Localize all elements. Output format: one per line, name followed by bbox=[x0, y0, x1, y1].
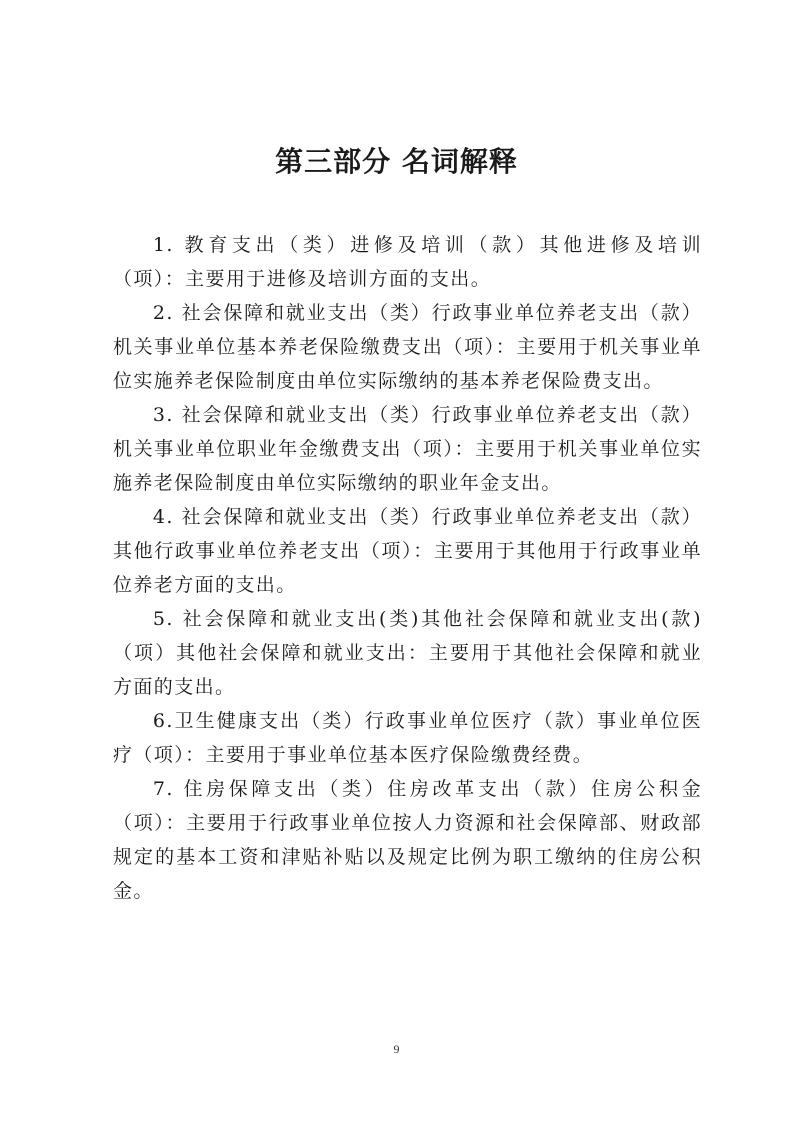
definition-item-6: 6.卫生健康支出（类）行政事业单位医疗（款）事业单位医疗（项）：主要用于事业单位基本医疗保险缴费经费。 bbox=[113, 710, 702, 766]
definition-item-2: 2. 社会保障和就业支出（类）行政事业单位养老支出（款）机关事业单位基本养老保险缴费支出（项）：主要用于机关事业单位实施养老保险制度由单位实际缴纳的基本养老保险费支出。 bbox=[113, 302, 702, 392]
definitions-list bbox=[113, 228, 702, 908]
definition-item-7: 7. 住房保障支出（类）住房改革支出（款）住房公积金（项）：主要用于行政事业单位按人力资源和社会保障部、财政部规定的基本工资和津贴补贴以及规定比例为职工缴纳的住房公积金。 bbox=[113, 778, 702, 902]
definition-item-5: 5. 社会保障和就业支出(类)其他社会保障和就业支出(款)（项）其他社会保障和就业支出：主要用于其他社会保障和就业方面的支出。 bbox=[113, 608, 702, 698]
definition-item-3: 3. 社会保障和就业支出（类）行政事业单位养老支出（款）机关事业单位职业年金缴费支出（项）：主要用于机关事业单位实施养老保险制度由单位实际缴纳的职业年金支出。 bbox=[113, 404, 702, 494]
definition-item-4: 4. 社会保障和就业支出（类）行政事业单位养老支出（款）其他行政事业单位养老支出（项）：主要用于其他用于行政事业单位养老方面的支出。 bbox=[113, 506, 702, 596]
page-title: 第三部分 名词解释 bbox=[275, 145, 518, 178]
definition-item-1: 1. 教育支出（类）进修及培训（款）其他进修及培训（项）：主要用于进修及培训方面的支出。 bbox=[113, 234, 702, 290]
page-number: 9 bbox=[393, 1042, 400, 1056]
